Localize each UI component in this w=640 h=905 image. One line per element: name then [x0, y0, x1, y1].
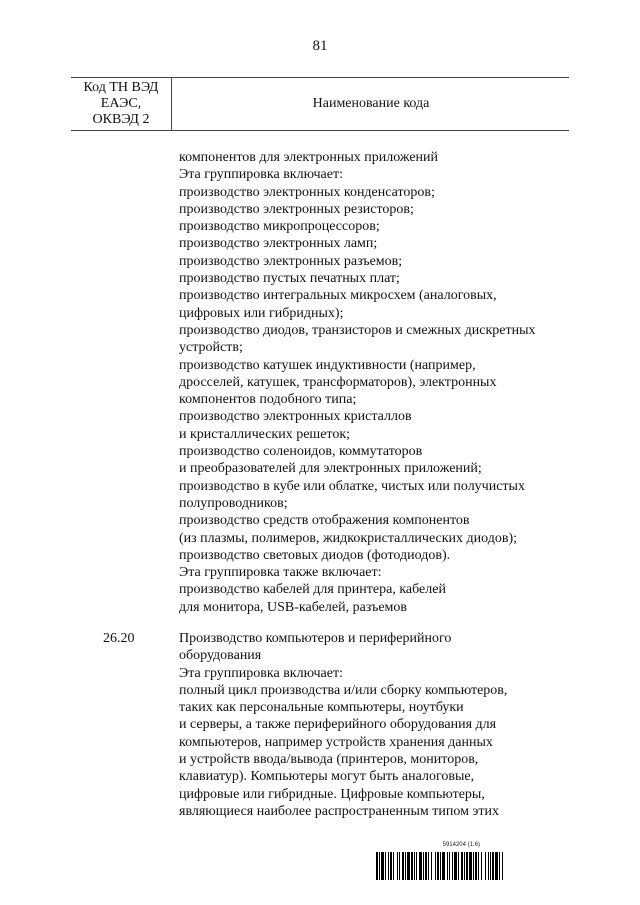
text-line: дросселей, катушек, трансформаторов), электронных	[179, 374, 497, 390]
text-line: производство интегральных микросхем (аналоговых,	[179, 288, 497, 304]
text-line: компонентов подобного типа;	[179, 392, 357, 408]
header-code-line: ОКВЭД 2	[92, 112, 150, 127]
text-line: оборудования	[179, 648, 262, 664]
header-code-column	[71, 78, 172, 130]
text-line: компьютеров, например устройств хранения данных	[179, 734, 493, 750]
text-line: клавиатур). Компьютеры могут быть аналоговые,	[179, 769, 475, 785]
text-line: таких как персональные компьютеры, ноутбуки	[179, 700, 464, 716]
text-line: Эта группировка включает:	[179, 665, 343, 681]
text-line: цифровых или гибридных);	[179, 305, 344, 321]
text-line: и устройств ввода/вывода (принтеров, мониторов,	[179, 752, 479, 768]
entry-code: 26.20	[103, 631, 135, 646]
text-line: производство электронных конденсаторов;	[179, 184, 435, 200]
text-line: Эта группировка также включает:	[179, 565, 382, 581]
page-number: 81	[312, 38, 328, 54]
text-line: Эта группировка включает:	[179, 167, 343, 183]
header-table	[71, 77, 569, 131]
barcode-label: 5914204 (1.6)	[442, 842, 480, 848]
text-line: производство световых диодов (фотодиодов).	[179, 547, 451, 563]
text-line: производство микропроцессоров;	[179, 219, 380, 235]
text-line: производство в кубе или облатке, чистых или получистых	[179, 478, 525, 494]
text-line: производство соленоидов, коммутаторов	[179, 444, 423, 460]
text-line: производство катушек индуктивности (например,	[179, 357, 476, 373]
text-line: производство электронных ламп;	[179, 236, 378, 252]
text-line: являющиеся наиболее распространенным типом этих	[179, 803, 500, 819]
header-code-line: Код ТН ВЭД	[83, 80, 159, 95]
text-line: (из плазмы, полимеров, жидкокристаллических диодов);	[179, 530, 518, 546]
text-line: полный цикл производства и/или сборку компьютеров,	[179, 682, 508, 698]
text-line: и серверы, а также периферийного оборудования для	[179, 717, 497, 733]
text-line: цифровые или гибридные. Цифровые компьютеры,	[179, 786, 485, 802]
text-line: устройств;	[179, 340, 243, 356]
text-line: производство электронных резисторов;	[179, 201, 414, 217]
text-line: и преобразователей для электронных приложений;	[179, 461, 482, 477]
header-name-column: Наименование кода	[312, 96, 430, 111]
text-line: производство диодов, транзисторов и смежных дискретных	[179, 322, 536, 338]
continuation-text	[179, 149, 579, 616]
header-code-line: ЕАЭС,	[100, 96, 142, 111]
barcode-icon	[376, 852, 588, 880]
text-line: и кристаллических решеток;	[179, 426, 351, 442]
text-line: компонентов для электронных приложений	[179, 150, 439, 165]
text-line: Производство компьютеров и периферийного	[179, 631, 452, 646]
text-line: производство пустых печатных плат;	[179, 271, 400, 287]
barcode-bar	[503, 852, 504, 880]
text-line: производство электронных разъемов;	[179, 253, 403, 269]
text-line: для монитора, USB-кабелей, разъемов	[179, 599, 408, 615]
text-line: производство средств отображения компонентов	[179, 513, 470, 529]
entry-description	[179, 630, 579, 820]
text-line: производство электронных кристаллов	[179, 409, 412, 425]
text-line: полупроводников;	[179, 495, 288, 511]
text-line: производство кабелей для принтера, кабелей	[179, 582, 446, 598]
barcode-block	[376, 842, 588, 882]
